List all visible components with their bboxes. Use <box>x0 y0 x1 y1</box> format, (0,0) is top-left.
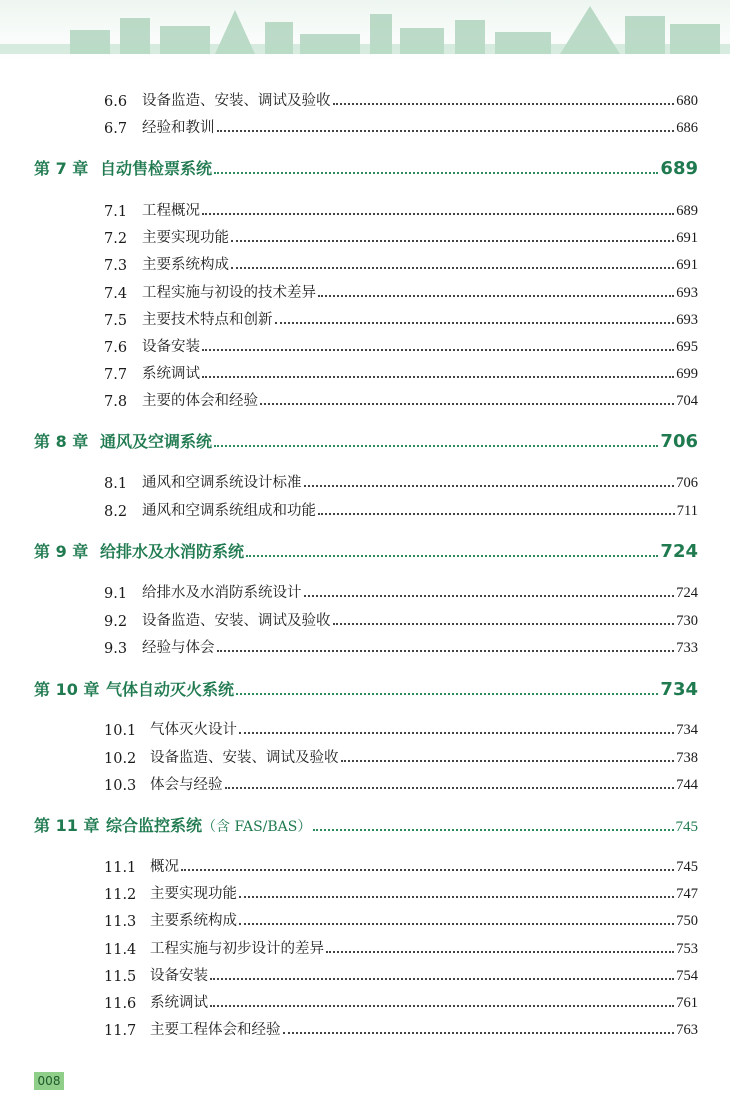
page-number: 738 <box>676 750 698 766</box>
section-number: 10.3 <box>104 778 137 794</box>
chapter-number: 第 8 章 <box>34 432 89 451</box>
section-number: 11.3 <box>104 914 137 930</box>
leader-dots <box>202 213 674 215</box>
section-number: 9.1 <box>104 586 128 602</box>
toc-section-row[interactable] <box>104 745 698 767</box>
section-number: 7.7 <box>104 367 128 383</box>
section-number: 10.1 <box>104 723 137 739</box>
leader-dots <box>236 693 658 695</box>
toc-section-row[interactable] <box>104 470 698 492</box>
entry-title-text: 自动售检票系统 <box>100 159 213 178</box>
page-number: 691 <box>676 230 698 246</box>
toc-chapter-row[interactable] <box>34 674 698 700</box>
leader-dots <box>214 445 658 447</box>
leader-dots <box>246 555 658 557</box>
leader-dots <box>217 650 675 652</box>
section-title <box>150 746 339 767</box>
toc-chapter-row[interactable] <box>34 426 698 452</box>
page-number: 699 <box>676 366 698 382</box>
section-number: 11.2 <box>104 887 137 903</box>
page-number: 680 <box>676 93 698 109</box>
leader-dots <box>318 513 675 515</box>
page-number: 704 <box>676 393 698 409</box>
section-number: 9.2 <box>104 614 128 630</box>
entry-title-text: 给排水及水消防系统设计 <box>142 585 302 601</box>
entry-title-text: 通风和空调系统设计标准 <box>142 475 302 491</box>
chapter-number: 第 9 章 <box>34 542 89 561</box>
toc-section-row[interactable] <box>104 334 698 356</box>
section-title <box>142 199 200 220</box>
entry-title-text: 设备安装 <box>142 339 200 355</box>
chapter-number: 第 11 章 <box>34 816 100 835</box>
leader-dots <box>341 760 675 762</box>
page-number: 706 <box>676 475 698 491</box>
leader-dots <box>217 130 675 132</box>
leader-dots <box>260 403 674 405</box>
toc-section-row[interactable] <box>104 498 698 520</box>
chapter-title <box>106 677 234 700</box>
page-number: 750 <box>676 913 698 929</box>
chapter-title <box>106 813 311 836</box>
entry-title-note: （含 FAS/BAS） <box>202 819 312 835</box>
entry-title-text: 设备安装 <box>150 968 208 984</box>
section-number: 11.4 <box>104 942 137 958</box>
page-number: 753 <box>676 941 698 957</box>
page-number: 693 <box>676 285 698 301</box>
section-title <box>150 964 208 985</box>
chapter-title <box>100 156 212 179</box>
page-number: 689 <box>660 158 698 179</box>
page-number: 734 <box>676 722 698 738</box>
section-number: 11.1 <box>104 860 137 876</box>
leader-dots <box>304 595 675 597</box>
entry-title-text: 工程概况 <box>142 203 200 219</box>
toc-section-row[interactable] <box>104 908 698 930</box>
entry-title-text: 气体灭火设计 <box>150 722 237 738</box>
toc-section-row[interactable] <box>104 936 698 958</box>
page-number: 691 <box>676 257 698 273</box>
leader-dots <box>239 923 674 925</box>
page-number-badge: 008 <box>34 1072 64 1090</box>
leader-dots <box>210 978 674 980</box>
entry-title-text: 通风及空调系统 <box>100 432 213 451</box>
section-title <box>142 499 316 520</box>
leader-dots <box>239 732 674 734</box>
entry-title-text: 经验和教训 <box>142 120 215 136</box>
entry-title-text: 气体自动灭火系统 <box>106 680 235 699</box>
section-title <box>142 471 302 492</box>
toc-section-row[interactable] <box>104 772 698 794</box>
leader-dots <box>239 896 674 898</box>
section-title <box>142 636 215 657</box>
leader-dots <box>202 349 674 351</box>
section-number: 6.7 <box>104 121 128 137</box>
skyline-illustration <box>0 0 730 62</box>
leader-dots <box>326 951 674 953</box>
entry-title-text: 经验与体会 <box>142 640 215 656</box>
section-title <box>150 718 237 739</box>
leader-dots <box>231 240 674 242</box>
toc-chapter-row[interactable] <box>34 153 698 179</box>
toc-section-row[interactable] <box>104 198 698 220</box>
leader-dots <box>210 1005 674 1007</box>
page-number: 745 <box>676 859 698 875</box>
leader-dots <box>225 787 675 789</box>
toc-chapter-row[interactable] <box>34 536 698 562</box>
leader-dots <box>275 322 675 324</box>
section-number: 11.6 <box>104 996 137 1012</box>
toc-section-row[interactable] <box>104 1017 698 1039</box>
toc-section-row[interactable] <box>104 115 698 137</box>
entry-title-text: 主要工程体会和经验 <box>150 1022 281 1038</box>
toc-section-row[interactable] <box>104 580 698 602</box>
toc-section-row[interactable] <box>104 88 698 110</box>
section-number: 8.1 <box>104 476 128 492</box>
entry-title-text: 主要实现功能 <box>142 230 229 246</box>
section-number: 6.6 <box>104 94 128 110</box>
entry-title-text: 通风和空调系统组成和功能 <box>142 503 316 519</box>
entry-title-text: 设备监造、安装、调试及验收 <box>150 750 339 766</box>
section-title <box>150 882 237 903</box>
section-title <box>142 253 229 274</box>
toc-section-row[interactable] <box>104 608 698 630</box>
section-title <box>142 609 331 630</box>
leader-dots <box>231 267 674 269</box>
leader-dots <box>202 376 674 378</box>
section-title <box>150 855 179 876</box>
entry-title-text: 系统调试 <box>142 366 200 382</box>
page-number: 693 <box>676 312 698 328</box>
toc-section-row[interactable] <box>104 225 698 247</box>
leader-dots <box>181 869 674 871</box>
toc-section-row[interactable] <box>104 717 698 739</box>
section-number: 7.6 <box>104 340 128 356</box>
section-number: 7.1 <box>104 204 128 220</box>
page-number: 763 <box>676 1022 698 1038</box>
entry-title-text: 主要实现功能 <box>150 886 237 902</box>
section-title <box>142 116 215 137</box>
toc-section-row[interactable] <box>104 252 698 274</box>
leader-dots <box>333 623 675 625</box>
section-title <box>150 937 324 958</box>
toc-chapter-row[interactable] <box>34 810 698 836</box>
entry-title-text: 系统调试 <box>150 995 208 1011</box>
section-number: 7.8 <box>104 394 128 410</box>
section-title <box>150 773 223 794</box>
toc-section-row[interactable] <box>104 990 698 1012</box>
leader-dots <box>214 172 658 174</box>
section-number: 11.7 <box>104 1023 137 1039</box>
section-title <box>142 581 302 602</box>
page-number: 724 <box>660 541 698 562</box>
page-number: 711 <box>676 503 698 519</box>
toc-section-row[interactable] <box>104 635 698 657</box>
page-number: 706 <box>660 431 698 452</box>
leader-dots <box>304 485 675 487</box>
leader-dots <box>333 103 675 105</box>
section-title <box>142 389 258 410</box>
section-title <box>142 335 200 356</box>
page-number: 730 <box>676 613 698 629</box>
page-number: 686 <box>676 120 698 136</box>
page-number: 734 <box>660 679 698 700</box>
section-number: 7.5 <box>104 313 128 329</box>
section-title <box>142 362 200 383</box>
section-title <box>142 89 331 110</box>
page-number: 733 <box>676 640 698 656</box>
leader-dots <box>283 1032 675 1034</box>
section-title <box>142 281 316 302</box>
entry-title-text: 概况 <box>150 859 179 875</box>
entry-title-text: 给排水及水消防系统 <box>100 542 245 561</box>
section-number: 7.3 <box>104 258 128 274</box>
toc-section-row[interactable] <box>104 854 698 876</box>
page-number: 745 <box>675 819 698 835</box>
entry-title-text: 主要的体会和经验 <box>142 393 258 409</box>
section-title <box>150 1018 281 1039</box>
entry-title-text: 设备监造、安装、调试及验收 <box>142 93 331 109</box>
leader-dots <box>318 295 674 297</box>
page-number: 724 <box>676 585 698 601</box>
entry-title-text: 工程实施与初设的技术差异 <box>142 285 316 301</box>
entry-title-text: 设备监造、安装、调试及验收 <box>142 613 331 629</box>
toc-section-row[interactable] <box>104 361 698 383</box>
page-number: 744 <box>676 777 698 793</box>
toc-section-row[interactable] <box>104 963 698 985</box>
section-title <box>150 909 237 930</box>
section-number: 11.5 <box>104 969 137 985</box>
toc-section-row[interactable] <box>104 388 698 410</box>
section-number: 7.2 <box>104 231 128 247</box>
section-number: 10.2 <box>104 751 137 767</box>
chapter-title <box>100 429 212 452</box>
page-number: 754 <box>676 968 698 984</box>
section-title <box>150 991 208 1012</box>
entry-title-text: 主要技术特点和创新 <box>142 312 273 328</box>
toc-section-row[interactable] <box>104 881 698 903</box>
page-number: 689 <box>676 203 698 219</box>
page-number: 761 <box>676 995 698 1011</box>
header-banner-illustration <box>0 0 730 62</box>
entry-title-text: 主要系统构成 <box>150 913 237 929</box>
section-title <box>142 226 229 247</box>
toc-section-row[interactable] <box>104 307 698 329</box>
leader-dots <box>313 829 673 831</box>
section-number: 8.2 <box>104 504 128 520</box>
section-number: 7.4 <box>104 286 128 302</box>
toc-section-row[interactable] <box>104 280 698 302</box>
chapter-number: 第 10 章 <box>34 680 100 699</box>
chapter-title <box>100 539 244 562</box>
entry-title-text: 主要系统构成 <box>142 257 229 273</box>
chapter-number: 第 7 章 <box>34 159 89 178</box>
entry-title-text: 体会与经验 <box>150 777 223 793</box>
section-title <box>142 308 273 329</box>
section-number: 9.3 <box>104 641 128 657</box>
page-number: 747 <box>676 886 698 902</box>
entry-title-text: 工程实施与初步设计的差异 <box>150 941 324 957</box>
entry-title-text: 综合监控系统 <box>106 816 203 835</box>
page-number: 695 <box>676 339 698 355</box>
